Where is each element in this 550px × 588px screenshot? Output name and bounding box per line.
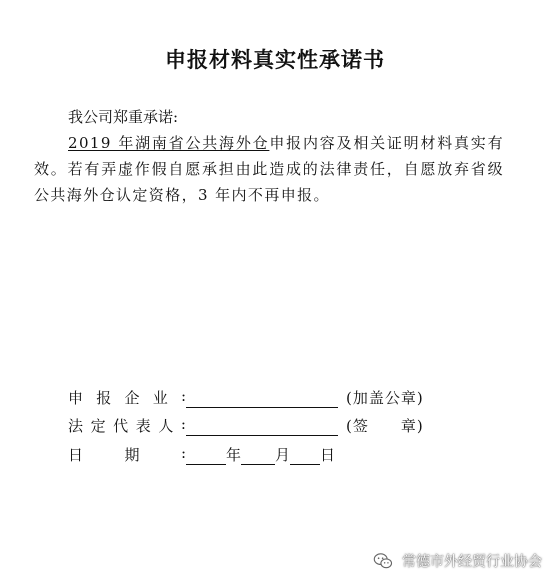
company-signature-row	[68, 386, 424, 408]
month-blank[interactable]	[241, 446, 275, 465]
commitment-text: 申报内容及相关证明材料真实有效。若有弄虚作假自愿承担由此造成的法律责任，自愿放弃省级公共海外仓认定资格，3 年内不再申报。	[34, 134, 504, 204]
company-signature-line[interactable]	[186, 389, 338, 408]
date-label: 日 期 :	[68, 444, 186, 464]
representative-signature-line[interactable]	[186, 417, 338, 436]
commitment-paragraph	[34, 130, 504, 208]
company-label: 申 报 企 业 :	[68, 387, 186, 407]
month-label: 月	[275, 446, 291, 464]
representative-seal-note: (签 章)	[346, 417, 424, 435]
document-title: 申报材料真实性承诺书	[165, 47, 385, 72]
representative-signature-row	[68, 414, 424, 436]
company-seal-note: (加盖公章)	[346, 389, 424, 407]
representative-label: 法 定 代 表 人 :	[68, 415, 186, 435]
greeting-line: 我公司郑重承诺:	[68, 108, 179, 126]
day-label: 日	[320, 446, 336, 464]
date-row	[68, 443, 335, 465]
year-label: 年	[226, 446, 242, 464]
watermark-text: 常德市外经贸行业协会	[402, 554, 542, 570]
year-blank[interactable]	[186, 446, 226, 465]
day-blank[interactable]	[290, 446, 320, 465]
underlined-year-project: 2019 年湖南省公共海外仓	[68, 134, 270, 152]
watermark	[372, 548, 542, 574]
wechat-icon	[372, 550, 394, 572]
